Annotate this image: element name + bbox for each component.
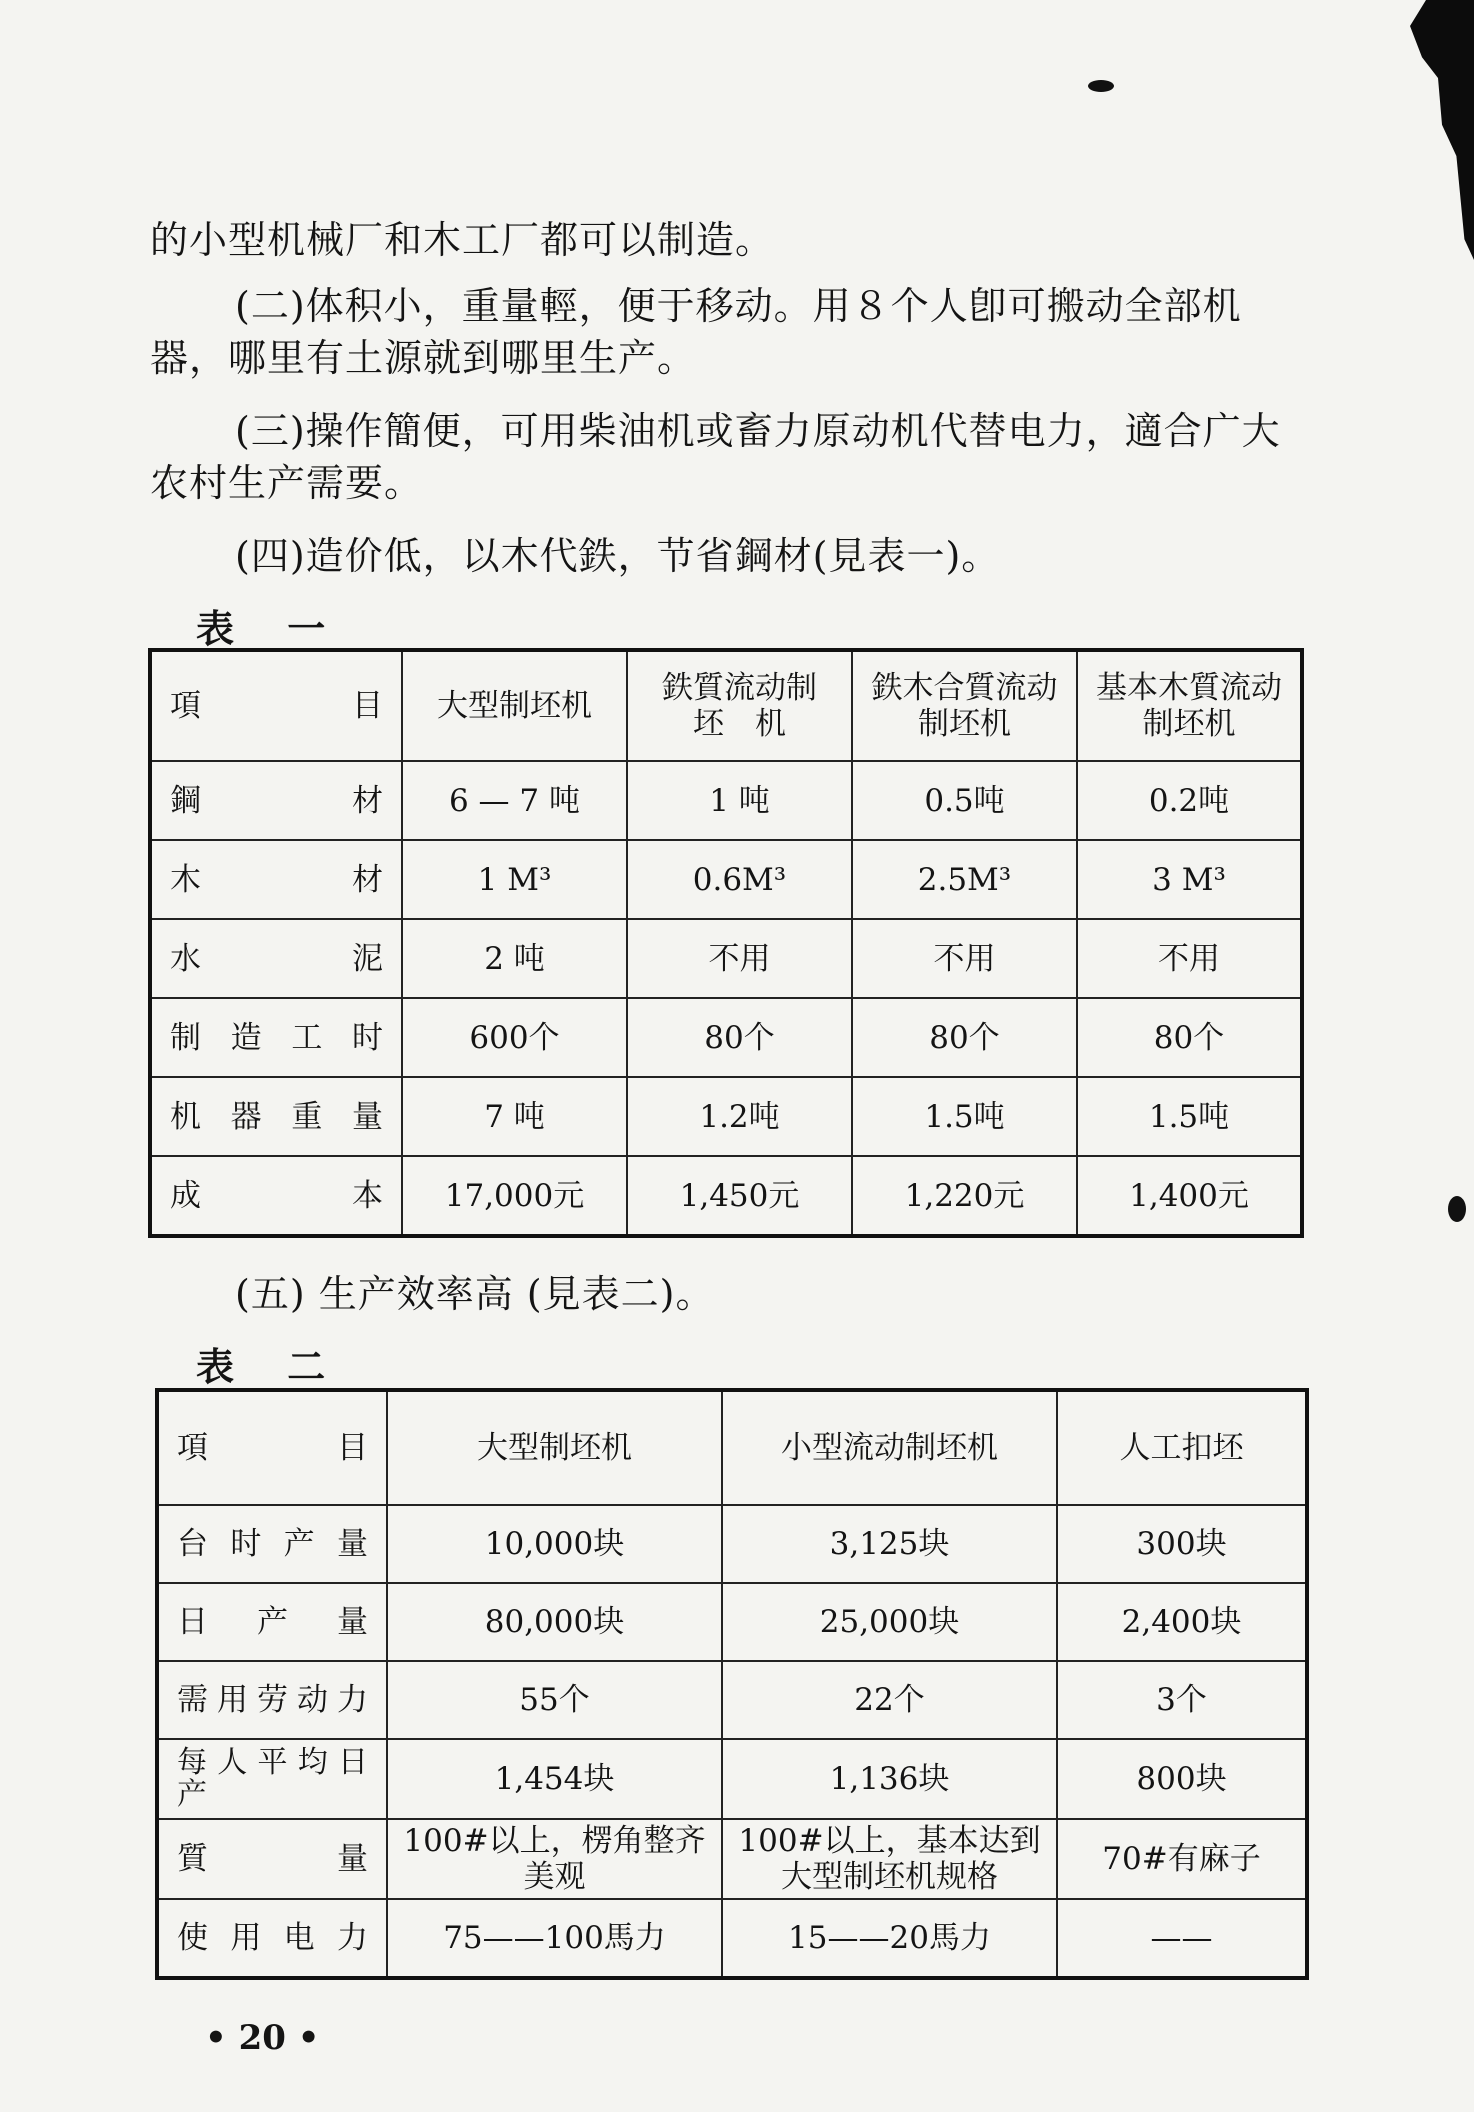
table-cell: 1,136块: [722, 1739, 1057, 1819]
row-label: 制造工时: [150, 998, 402, 1077]
table-row: [150, 1156, 1302, 1236]
row-label: 水 泥: [150, 919, 402, 998]
table-cell: 15——20馬力: [722, 1899, 1057, 1978]
table-cell: 300块: [1057, 1505, 1307, 1583]
table-cell: 不用: [627, 919, 852, 998]
table-1: [148, 648, 1304, 1238]
table-header-row: [157, 1390, 1307, 1505]
table-cell: 2 吨: [402, 919, 627, 998]
table-cell: 100#以上，楞角整齐美观: [387, 1819, 722, 1899]
table-cell: ——: [1057, 1899, 1307, 1978]
paragraph-continuation: 的小型机械厂和木工厂都可以制造。: [150, 218, 775, 262]
table-cell: 1,400元: [1077, 1156, 1302, 1236]
table-row: [157, 1661, 1307, 1739]
table-cell: 10,000块: [387, 1505, 722, 1583]
row-label: 机器重量: [150, 1077, 402, 1156]
table1-caption: 表 一: [196, 607, 346, 651]
row-label: 鋼 材: [150, 761, 402, 840]
table-cell: 0.5吨: [852, 761, 1077, 840]
row-label: 木 材: [150, 840, 402, 919]
table-cell: 1,450元: [627, 1156, 852, 1236]
table-cell: 1.5吨: [1077, 1077, 1302, 1156]
row-label: 日 产 量: [157, 1583, 387, 1661]
row-label: 台时产量: [157, 1505, 387, 1583]
header-cell: 項 目: [150, 650, 402, 761]
table-cell: 80个: [852, 998, 1077, 1077]
table-row: [150, 919, 1302, 998]
header-cell: 人工扣坯: [1057, 1390, 1307, 1505]
paragraph-point-3: (三)操作簡便，可用柴油机或畜力原动机代替电力，適合广大农村生产需要。: [150, 409, 1281, 505]
table-cell: 3 M³: [1077, 840, 1302, 919]
table-row: [157, 1739, 1307, 1819]
ink-speck: [1088, 80, 1114, 92]
table2-caption: 表 二: [196, 1345, 346, 1389]
table-cell: 55个: [387, 1661, 722, 1739]
header-cell: 大型制坯机: [402, 650, 627, 761]
table-cell: 1 M³: [402, 840, 627, 919]
row-label: 成 本: [150, 1156, 402, 1236]
table-cell: 0.6M³: [627, 840, 852, 919]
header-cell: 小型流动制坯机: [722, 1390, 1057, 1505]
row-label: 使用电力: [157, 1899, 387, 1978]
ink-blot-stain: [1394, 0, 1474, 260]
table-cell: 800块: [1057, 1739, 1307, 1819]
table-cell: 17,000元: [402, 1156, 627, 1236]
ink-speck: [1448, 1196, 1466, 1222]
table-cell: 80个: [1077, 998, 1302, 1077]
table-cell: 1,220元: [852, 1156, 1077, 1236]
table-row: [150, 840, 1302, 919]
table-row: [150, 998, 1302, 1077]
table-cell: 2,400块: [1057, 1583, 1307, 1661]
table-cell: 不用: [1077, 919, 1302, 998]
table-cell: 600个: [402, 998, 627, 1077]
table-2: [155, 1388, 1309, 1980]
table-row: [157, 1505, 1307, 1583]
table-cell: 75——100馬力: [387, 1899, 722, 1978]
table-cell: 0.2吨: [1077, 761, 1302, 840]
table-row: [150, 761, 1302, 840]
table-cell: 不用: [852, 919, 1077, 998]
table-header-row: [150, 650, 1302, 761]
table-row: [157, 1583, 1307, 1661]
table-row: [157, 1899, 1307, 1978]
paragraph-point-4: (四)造价低，以木代鉄，节省鋼材(見表一)。: [235, 534, 1001, 578]
table-cell: 1.5吨: [852, 1077, 1077, 1156]
table-cell: 25,000块: [722, 1583, 1057, 1661]
header-cell: 基本木質流动制坯机: [1077, 650, 1302, 761]
table-cell: 2.5M³: [852, 840, 1077, 919]
paragraph-point-2: (二)体积小，重量輕，便于移动。用８个人卽可搬动全部机器，哪里有土源就到哪里生产。: [150, 284, 1242, 380]
page-number: • 20 •: [205, 2018, 320, 2058]
table-cell: 70#有麻子: [1057, 1819, 1307, 1899]
table-cell: 1.2吨: [627, 1077, 852, 1156]
table-cell: 3个: [1057, 1661, 1307, 1739]
row-label: 需用劳动力: [157, 1661, 387, 1739]
header-cell: 鉄質流动制 坯 机: [627, 650, 852, 761]
row-label: 每人平均日 产: [157, 1739, 387, 1819]
table-cell: 3,125块: [722, 1505, 1057, 1583]
table-cell: 1 吨: [627, 761, 852, 840]
row-label: 質 量: [157, 1819, 387, 1899]
table-cell: 100#以上，基本达到大型制坯机规格: [722, 1819, 1057, 1899]
header-cell: 鉄木合質流动制坯机: [852, 650, 1077, 761]
table-cell: 22个: [722, 1661, 1057, 1739]
table-cell: 1,454块: [387, 1739, 722, 1819]
table-cell: 80,000块: [387, 1583, 722, 1661]
table-cell: 6 — 7 吨: [402, 761, 627, 840]
table-cell: 7 吨: [402, 1077, 627, 1156]
header-cell: 大型制坯机: [387, 1390, 722, 1505]
header-cell: 項 目: [157, 1390, 387, 1505]
paragraph-point-5: (五) 生产效率高 (見表二)。: [235, 1272, 715, 1316]
table-row: [157, 1819, 1307, 1899]
table-cell: 80个: [627, 998, 852, 1077]
table-row: [150, 1077, 1302, 1156]
